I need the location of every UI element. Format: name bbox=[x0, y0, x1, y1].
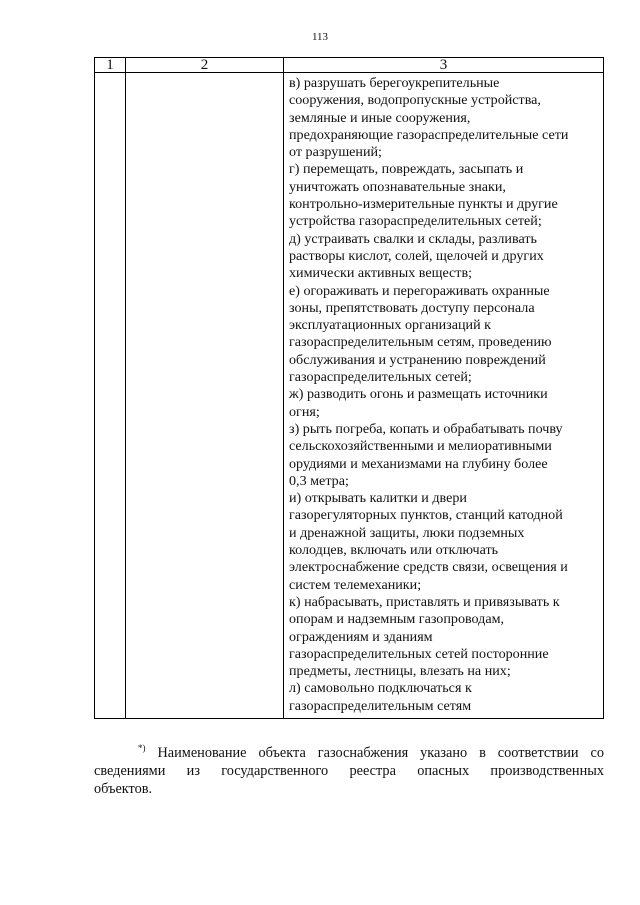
cell-col3 bbox=[284, 73, 604, 719]
page-number: 113 bbox=[311, 31, 329, 43]
text-line: л) самовольно подключаться к bbox=[289, 680, 472, 697]
text-line: опорам и надземным газопроводам, bbox=[289, 611, 505, 628]
column-header-1: 1 bbox=[95, 58, 126, 73]
text-line: контрольно-измерительные пункты и другие bbox=[289, 196, 558, 213]
text-line: устройства газораспределительных сетей; bbox=[289, 213, 542, 230]
text-line: газорегуляторных пунктов, станций катодной bbox=[289, 507, 563, 524]
cell-col2 bbox=[126, 73, 284, 719]
text-line: систем телемеханики; bbox=[289, 576, 422, 593]
footnote-line-3: объектов. bbox=[94, 781, 153, 797]
text-line: эксплуатационных организаций к bbox=[289, 317, 492, 334]
text-line: газораспределительных сетей; bbox=[289, 369, 472, 386]
text-line: сельскохозяйственными и мелиоративными bbox=[289, 438, 552, 455]
cell-col1 bbox=[95, 73, 126, 719]
text-line: газораспределительным сетям, проведению bbox=[289, 334, 552, 351]
text-line: газораспределительных сетей посторонние bbox=[289, 645, 549, 662]
column-header-2: 2 bbox=[126, 58, 284, 73]
text-line: предметы, лестницы, влезать на них; bbox=[289, 663, 511, 680]
footnote-line-1-text: Наименование объекта газоснабжения указано в соответствии со bbox=[157, 745, 605, 761]
text-line: к) набрасывать, приставлять и привязывать к bbox=[289, 593, 560, 610]
text-line: д) устраивать свалки и склады, разливать bbox=[289, 230, 537, 247]
text-line: химически активных веществ; bbox=[289, 265, 473, 282]
text-line: е) огораживать и перегораживать охранные bbox=[289, 282, 550, 299]
text-line: орудиями и механизмами на глубину более bbox=[289, 455, 548, 472]
text-line: ограждениям и зданиям bbox=[289, 628, 433, 645]
text-line: в) разрушать берегоукрепительные bbox=[289, 75, 500, 91]
table-header-row bbox=[95, 58, 604, 73]
footnote-marker: *) bbox=[138, 743, 146, 753]
text-line: электроснабжение средств связи, освещения и bbox=[289, 559, 568, 576]
text-line: зоны, препятствовать доступу персонала bbox=[289, 299, 535, 316]
footnote bbox=[94, 739, 604, 798]
text-line: и) открывать калитки и двери bbox=[289, 490, 467, 507]
text-line: з) рыть погреба, копать и обрабатывать почву bbox=[289, 420, 563, 437]
text-line: сооружения, водопропускные устройства, bbox=[289, 92, 541, 109]
text-line: ж) разводить огонь и размещать источники bbox=[289, 386, 548, 403]
text-line: колодцев, включать или отключать bbox=[289, 542, 499, 559]
footnote-line-1 bbox=[94, 739, 604, 762]
column-header-3: 3 bbox=[284, 58, 604, 73]
text-line: уничтожать опознавательные знаки, bbox=[289, 178, 506, 195]
text-line: земляные и иные сооружения, bbox=[289, 109, 471, 126]
text-line: г) перемещать, повреждать, засыпать и bbox=[289, 161, 524, 178]
footnote-line-2: сведениями из государственного реестра опасных производственных bbox=[94, 763, 604, 779]
text-line: огня; bbox=[289, 403, 320, 420]
text-line: предохраняющие газораспределительные сети bbox=[289, 126, 569, 143]
content-table bbox=[94, 57, 604, 719]
prohibitions-text bbox=[284, 73, 603, 718]
text-line: обслуживания и устранению повреждений bbox=[289, 351, 546, 368]
text-line: газораспределительным сетям bbox=[289, 697, 472, 714]
text-line: и дренажной защиты, люки подземных bbox=[289, 524, 525, 541]
text-line: от разрушений; bbox=[289, 144, 382, 161]
text-line: 0,3 метра; bbox=[289, 472, 349, 489]
table-row bbox=[95, 73, 604, 719]
text-line: растворы кислот, солей, щелочей и других bbox=[289, 247, 544, 264]
